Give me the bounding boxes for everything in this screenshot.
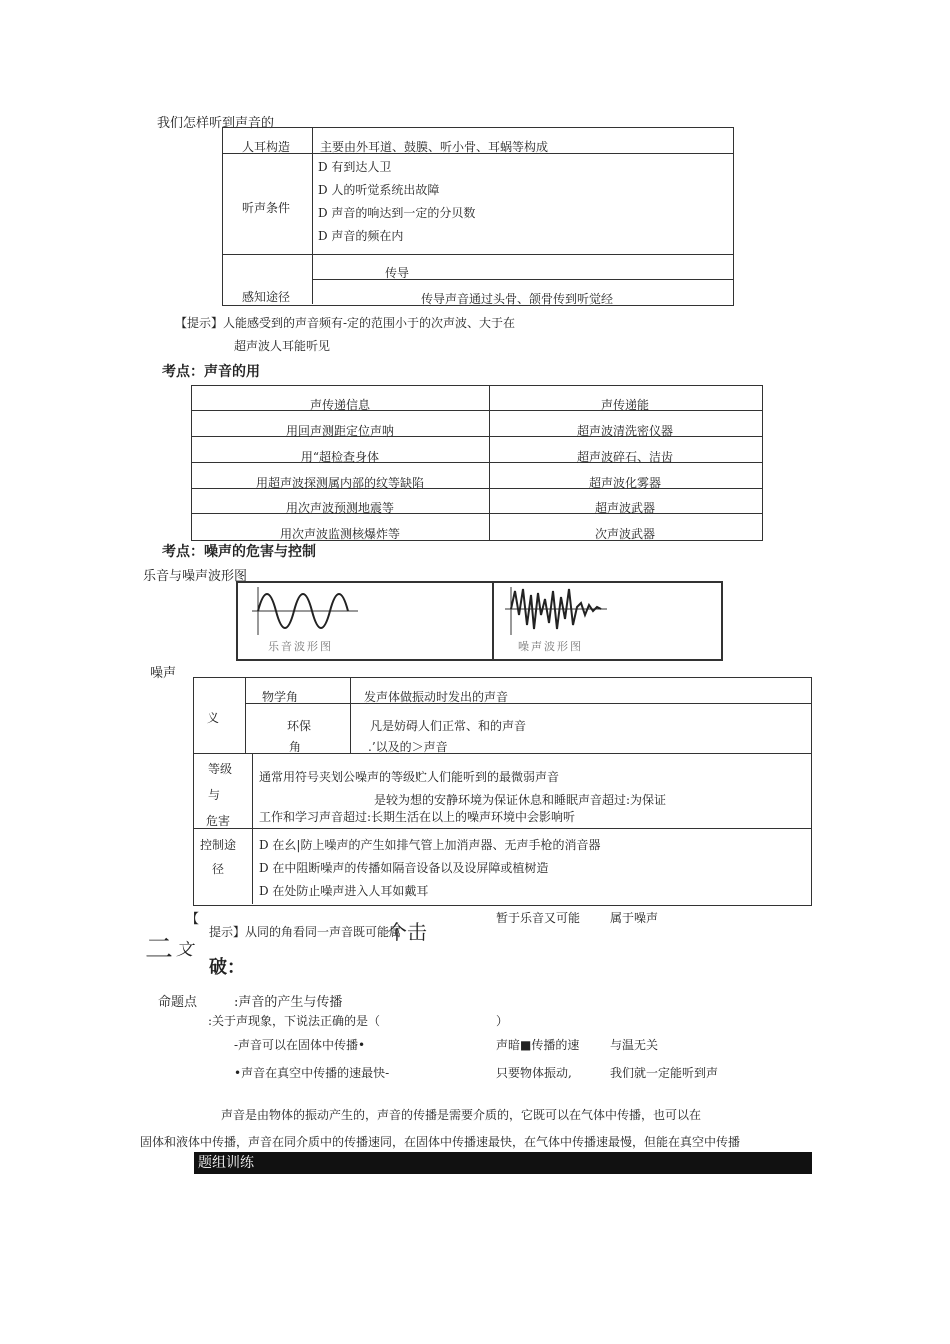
section-number-mark-small: 文 (176, 940, 193, 960)
sound-use-cell: 超声波化雾器 (588, 476, 661, 490)
section-title-breakthrough: 破： (209, 957, 245, 978)
option-d-2: 我们就一定能听到声 (610, 1066, 719, 1080)
control-list (259, 834, 600, 903)
env-angle-value-2: .’以及的＞声音 (368, 740, 448, 754)
music-wave-label: 乐音波形图 (268, 640, 333, 653)
option-d-1: 只要物体振动, (496, 1066, 572, 1080)
ear-structure-value: 主要由外耳道、鼓膜、听小骨、耳蜗等构成 (320, 140, 549, 154)
sound-use-cell: 用“超检查身体 (300, 450, 380, 464)
env-angle-label-2: 角 (289, 740, 302, 754)
level-label-3: 危害 (206, 814, 231, 828)
perception-top: 传导 (385, 266, 410, 280)
sound-use-cell: 超声波清洗密仪器 (576, 424, 673, 438)
level-line: 工作和学习声音超过:长期生活在以上的噪声环境中会影响听 (259, 810, 576, 824)
hearing-tip-line1: 【提示】人能感受到的声音频有-定的范围小于的次声波、大于在 (175, 316, 516, 330)
noise-heading: 噪声 (150, 666, 177, 681)
definition-label: 义 (207, 711, 220, 725)
sound-use-cell: 用次声波监测核爆炸等 (279, 527, 400, 541)
physics-angle-value: 发声体做振动时发出的声音 (364, 690, 509, 704)
option-c: •声音在真空中传播的速最快- (234, 1066, 390, 1080)
hearing-tip-line2: 超声波人耳能听见 (234, 339, 331, 353)
option-b-2: 与温无关 (610, 1038, 659, 1052)
hearing-conditions-list (318, 156, 475, 248)
sound-use-cell: 次声波武器 (594, 527, 655, 541)
condition-item: D 声音的响达到一定的分贝数 (318, 206, 476, 220)
sound-use-cell: 超声波碎石、洁齿 (576, 450, 673, 464)
condition-item: D 声音的频在内 (318, 229, 404, 243)
noise-tip-bracket: 【 (186, 912, 200, 927)
proposition-value: :声音的产生与传播 (234, 995, 343, 1010)
noise-tip-part1: 暂于乐音又可能 (496, 911, 581, 925)
music-waveform-icon (250, 585, 360, 637)
env-angle-label-1: 环保 (287, 719, 312, 733)
sound-use-cell: 超声波武器 (594, 501, 655, 515)
condition-item: D 人的听觉系统出故障 (318, 183, 440, 197)
hearing-conditions-label: 听声条件 (242, 201, 291, 215)
control-item: D 在中阻断噪声的传播如隔音设备以及设屏障或植树造 (259, 861, 549, 875)
section-title-hearing: 我们怎样听到声音的 (157, 116, 275, 131)
option-b-1: 声暗■传播的速 (496, 1038, 580, 1052)
proposition-label: 命题点 (158, 995, 198, 1010)
control-label-1: 控制途 (200, 838, 237, 852)
perception-bottom: 传导声音通过头骨、颌骨传到听觉经 (421, 292, 614, 306)
sound-use-cell: 用次声波预测地震等 (285, 501, 394, 515)
control-label-2: 径 (212, 862, 225, 876)
practice-banner: 题组训练 (194, 1152, 812, 1174)
section-number-mark: 二 (145, 932, 174, 965)
condition-item: D 有到达人卫 (318, 160, 392, 174)
option-a: -声音可以在固体中传播• (234, 1038, 366, 1052)
physics-angle-label: 物学角 (262, 690, 299, 704)
ear-structure-label: 人耳构造 (242, 140, 291, 154)
control-item: D 在幺|防上噪声的产生如排气管上加消声器、无声手枪的消音器 (259, 838, 601, 852)
level-line: 通常用符号夹划公噪声的等级贮人们能听到的最微弱声音 (259, 770, 560, 784)
level-label-2: 与 (208, 788, 221, 802)
noise-wave-label: 噪声波形图 (518, 640, 583, 653)
explanation-line1: 声音是由物体的振动产生的，声音的传播是需要介质的，它既可以在气体中传播，也可以在 (221, 1108, 702, 1122)
explanation-line2: 固体和液体中传播，声音在同介质中的传播速同，在固体中传播速最快，在气体中传播速最慢，但能在真空中传播 (140, 1135, 741, 1149)
noise-tip-part2: 属于噪声 (610, 911, 659, 925)
section-title-sound-use: 考点：声音的用 (162, 364, 260, 380)
noise-tip-big: 个击 (387, 920, 427, 944)
perception-label: 感知途径 (242, 290, 291, 304)
sound-use-cell: 用超声波探测属内部的纹等缺陷 (255, 476, 424, 490)
level-line: 是较为想的安静环境为保证休息和睡眠声音超过:为保证 (374, 793, 667, 807)
noise-waveform-icon (503, 585, 613, 637)
question-close: ） (496, 1014, 509, 1028)
noise-tip-part3: 提示】从同的角看同一声音既可能属 (209, 925, 402, 939)
sound-use-cell: 用回声测距定位声呐 (285, 424, 394, 438)
section-title-noise: 考点：噪声的危害与控制 (162, 544, 316, 560)
sound-use-header-info: 声传递信息 (309, 398, 370, 412)
waveform-title: 乐音与噪声波形图 (143, 569, 248, 584)
question-text: :关于声现象，下说法正确的是（ (208, 1014, 381, 1028)
env-angle-value-1: 凡是妨碍人们正常、和的声音 (370, 719, 527, 733)
control-item: D 在处防止噪声进入人耳如戴耳 (259, 884, 429, 898)
sound-use-header-energy: 声传递能 (600, 398, 649, 412)
level-label-1: 等级 (208, 762, 233, 776)
